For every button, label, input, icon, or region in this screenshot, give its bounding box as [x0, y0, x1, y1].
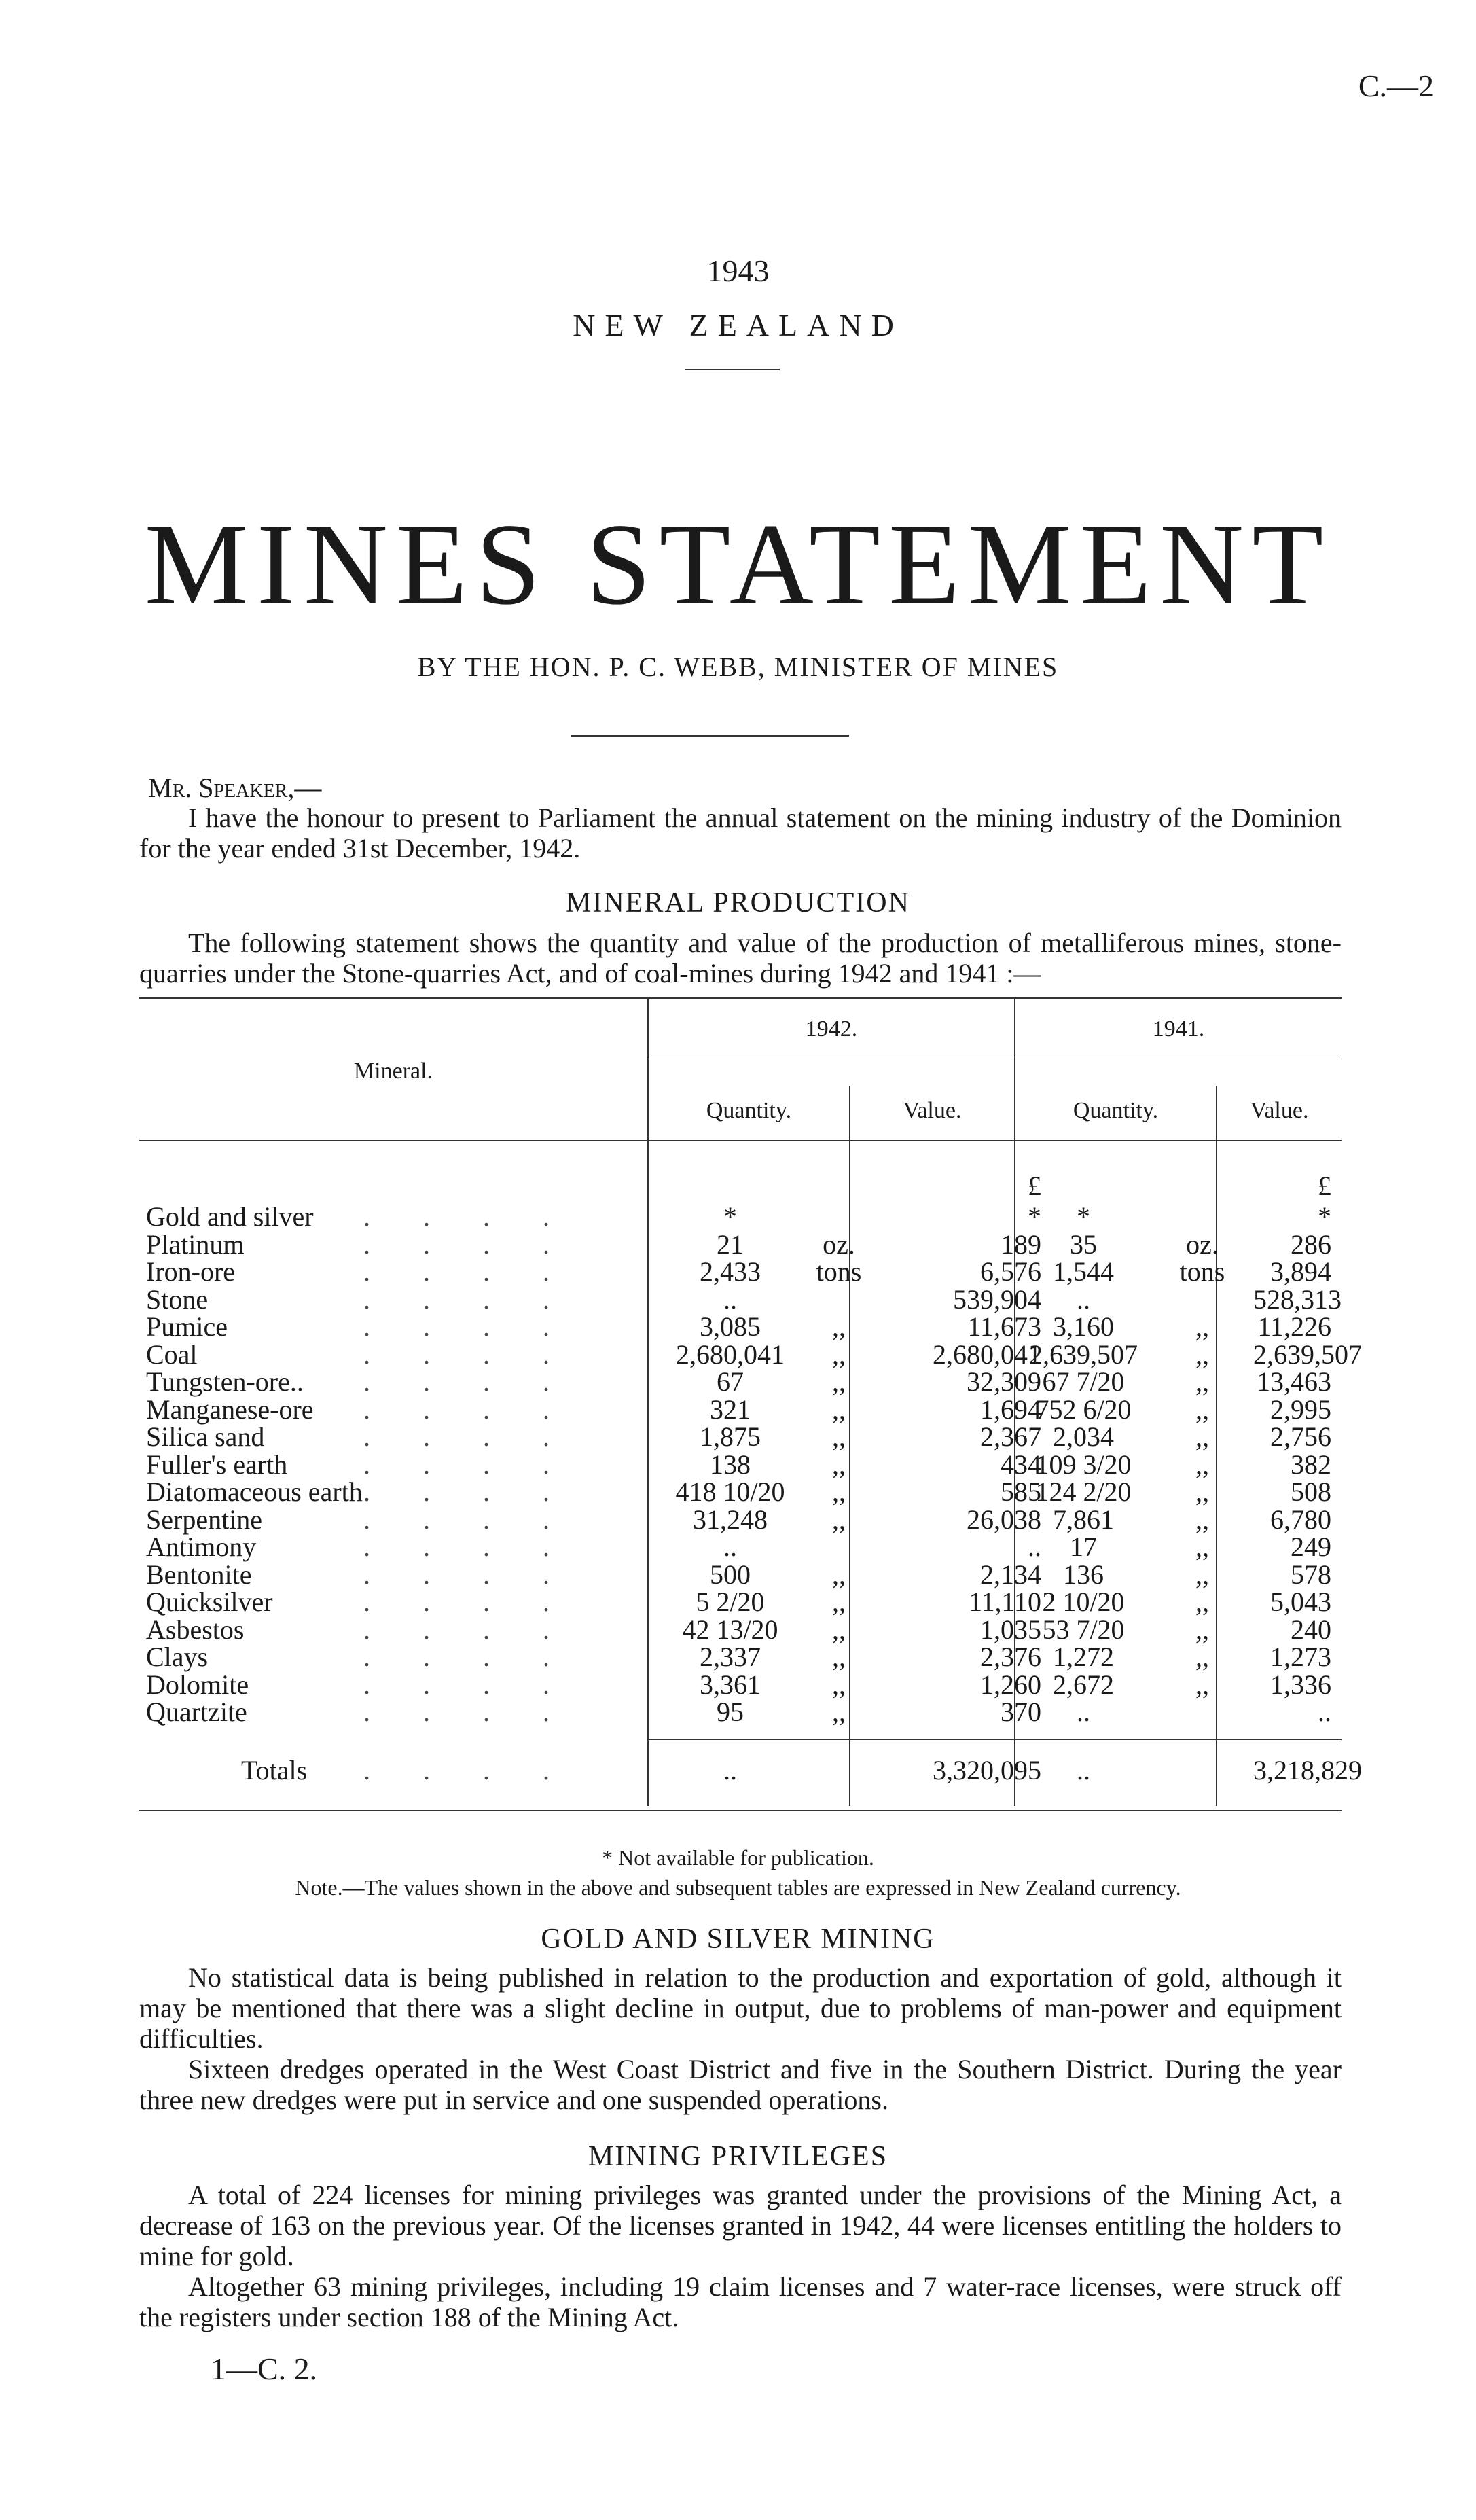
value-1941: 528,313 [1253, 1283, 1342, 1315]
table-row [139, 1313, 1342, 1341]
footnote-star: * Not available for publication. [602, 1845, 874, 1870]
value-1941-header: Value. [1250, 1098, 1309, 1123]
value-1942: 370 [1001, 1697, 1041, 1727]
value-1942: 2,134 [980, 1559, 1041, 1590]
mineral-production-heading: MINERAL PRODUCTION [566, 887, 910, 919]
title-divider [685, 369, 780, 370]
quantity-1942: 3,361 [700, 1669, 761, 1700]
quantity-1941: 53 7/20 [1042, 1614, 1125, 1645]
quantity-1942: 2,433 [700, 1256, 761, 1287]
table-row [139, 1586, 1342, 1617]
table-row [139, 1203, 1342, 1230]
value-1942: 11,110 [968, 1586, 1041, 1617]
value-1942: * [1028, 1201, 1041, 1232]
leader-dots: . . . . [363, 1559, 573, 1590]
unit-1942: ,, [832, 1366, 846, 1397]
mineral-name: Dolomite [146, 1669, 249, 1700]
table-row [139, 1396, 1342, 1423]
quantity-1941: 35 [1070, 1228, 1097, 1260]
quantity-1941: 2,034 [1053, 1421, 1114, 1452]
year-1942-header: 1942. [805, 1016, 858, 1042]
leader-dots: . . . . [363, 1283, 573, 1315]
quantity-1941: 2,639,507 [1029, 1338, 1138, 1370]
mineral-name: Asbestos [146, 1614, 245, 1645]
value-1941: 13,463 [1257, 1366, 1331, 1397]
totals-value-1942: 3,320,095 [933, 1755, 1041, 1786]
quantity-1942: 67 [717, 1366, 744, 1397]
value-1941: 6,780 [1270, 1504, 1331, 1535]
mineral-name: Tungsten-ore.. [146, 1366, 304, 1397]
table-row [139, 1478, 1342, 1506]
salutation: Mr. Speaker,— [148, 773, 322, 803]
quantity-1942: 418 10/20 [675, 1476, 785, 1507]
value-1941: 240 [1291, 1614, 1331, 1645]
quantity-1941: 136 [1063, 1559, 1104, 1590]
mineral-name: Pumice [146, 1311, 228, 1342]
mineral-name: Antimony [146, 1531, 257, 1562]
quantity-1941: 124 2/20 [1035, 1476, 1132, 1507]
value-1941: 249 [1291, 1531, 1331, 1562]
leader-dots: . . . . [363, 1421, 573, 1452]
quantity-1941: 1,544 [1053, 1256, 1114, 1287]
quantity-1942: 500 [710, 1559, 751, 1590]
leader-dots: . . . . [363, 1449, 573, 1480]
mineral-name: Silica sand [146, 1421, 265, 1452]
mineral-name: Coal [146, 1338, 198, 1370]
unit-1941: ,, [1195, 1531, 1209, 1562]
table-row [139, 1616, 1342, 1644]
quantity-1941: .. [1077, 1697, 1090, 1727]
value-1942: 26,038 [967, 1504, 1041, 1535]
quantity-1942: 321 [710, 1394, 751, 1425]
quantity-1942: 1,875 [700, 1421, 761, 1452]
value-1942: 11,673 [967, 1311, 1041, 1342]
mineral-name: Fuller's earth [146, 1449, 288, 1480]
gold-silver-paragraph-2: Sixteen dredges operated in the West Coast District and five in the Southern District. During the year three new dredges were put in service and one suspended operations. [139, 2054, 1342, 2115]
quantity-1941: * [1077, 1201, 1090, 1232]
document-title: MINES STATEMENT [144, 500, 1332, 629]
mineral-name: Gold and silver [146, 1201, 314, 1232]
report-year: 1943 [706, 253, 770, 288]
leader-dots: . . . . [363, 1311, 573, 1342]
unit-1941: ,, [1195, 1421, 1209, 1452]
unit-1942: ,, [832, 1476, 846, 1507]
value-1942: 2,376 [980, 1641, 1041, 1672]
unit-1942: ,, [832, 1614, 846, 1645]
quantity-1942: 31,248 [693, 1504, 768, 1535]
byline-divider [571, 735, 849, 737]
unit-1942: ,, [832, 1559, 846, 1590]
quantity-1941: 1,272 [1053, 1641, 1114, 1672]
value-1941: 1,273 [1270, 1641, 1331, 1672]
unit-1942: oz. [823, 1228, 855, 1260]
unit-1941: ,, [1195, 1449, 1209, 1480]
mineral-name: Serpentine [146, 1504, 263, 1535]
value-1941: 382 [1291, 1449, 1331, 1480]
leader-dots: . . . . [363, 1614, 573, 1645]
totals-row [139, 1755, 1362, 1786]
gold-silver-section [139, 1962, 1342, 2115]
totals-label: Totals [241, 1755, 308, 1786]
currency-note: Note.—The values shown in the above and subsequent tables are expressed in New Zealand currency. [295, 1875, 1181, 1900]
unit-1942: ,, [832, 1586, 846, 1617]
value-1941: 2,756 [1270, 1421, 1331, 1452]
quantity-1941: 109 3/20 [1035, 1449, 1132, 1480]
quantity-1942: .. [723, 1283, 737, 1315]
totals-quantity-1941: .. [1077, 1755, 1090, 1786]
quantity-1942: 5 2/20 [696, 1586, 765, 1617]
mineral-name: Manganese-ore [146, 1394, 314, 1425]
quantity-1942: 138 [710, 1449, 751, 1480]
gold-silver-paragraph-1: No statistical data is being published in relation to the production and exportation of gold, although it may be mentioned that there was a slight decline in output, due to problems of man-power and equipment difficulties. [139, 1962, 1342, 2054]
mineral-name: Diatomaceous earth [146, 1476, 363, 1507]
unit-1942: tons [816, 1256, 862, 1287]
totals-rule [647, 1739, 1342, 1740]
value-1941: 1,336 [1270, 1669, 1331, 1700]
value-1942: 1,694 [980, 1394, 1041, 1425]
totals-value-1941: 3,218,829 [1253, 1755, 1362, 1786]
leader-dots: . . . . [363, 1228, 573, 1260]
mineral-name: Platinum [146, 1228, 245, 1260]
quantity-1942: 42 13/20 [682, 1614, 778, 1645]
mineral-name: Quicksilver [146, 1586, 273, 1617]
value-1941: 2,995 [1270, 1394, 1331, 1425]
value-1941: 508 [1291, 1476, 1331, 1507]
value-1942: 585 [1001, 1476, 1041, 1507]
unit-1941: ,, [1195, 1504, 1209, 1535]
unit-1941: ,, [1195, 1338, 1209, 1370]
value-1941: 286 [1291, 1228, 1331, 1260]
table-row [139, 1641, 1342, 1672]
table-row [139, 1506, 1342, 1533]
mineral-production-text: The following statement shows the quantity and value of the production of metalliferous mines, stone-quarries under the Stone-quarries Act, and of coal-mines during 1942 and 1941 :— [139, 927, 1342, 989]
value-1942: 434 [1001, 1449, 1041, 1480]
leader-dots: . . . . [363, 1476, 573, 1507]
leader-dots: . . . . [363, 1755, 573, 1786]
leader-dots: . . . . [363, 1338, 573, 1370]
value-1942: .. [1028, 1531, 1041, 1562]
leader-dots: . . . . [363, 1394, 573, 1425]
leader-dots: . . . . [363, 1256, 573, 1287]
table-bottom-rule [139, 1810, 1342, 1811]
unit-1941: ,, [1195, 1311, 1209, 1342]
table-row [139, 1338, 1362, 1370]
unit-1941: ,, [1195, 1476, 1209, 1507]
unit-1942: ,, [832, 1449, 846, 1480]
mining-privileges-heading: MINING PRIVILEGES [588, 2141, 888, 2172]
value-1941: * [1318, 1201, 1331, 1232]
table-row [139, 1533, 1342, 1561]
unit-1942: ,, [832, 1421, 846, 1452]
table-row [139, 1283, 1342, 1315]
quantity-1942: 3,085 [700, 1311, 761, 1342]
quantity-1941: 7,861 [1053, 1504, 1114, 1535]
unit-1941: tons [1179, 1256, 1225, 1287]
table-row [139, 1228, 1342, 1260]
quantity-1942: 2,680,041 [676, 1338, 785, 1370]
quantity-1941: 752 6/20 [1035, 1394, 1132, 1425]
value-1941: 3,894 [1270, 1256, 1331, 1287]
table-row [139, 1699, 1342, 1726]
unit-1942: ,, [832, 1338, 846, 1370]
table-row [139, 1423, 1342, 1451]
value-1942: 1,260 [980, 1669, 1041, 1700]
value-1941: 11,226 [1257, 1311, 1331, 1342]
quantity-1942: 21 [717, 1228, 744, 1260]
quantity-1941: 17 [1070, 1531, 1097, 1562]
value-1941: 2,639,507 [1253, 1338, 1362, 1370]
mineral-production-paragraph [139, 927, 1342, 989]
unit-1941: ,, [1195, 1559, 1209, 1590]
gold-silver-heading: GOLD AND SILVER MINING [541, 1923, 935, 1955]
leader-dots: . . . . [363, 1669, 573, 1700]
mineral-name: Stone [146, 1283, 209, 1315]
quantity-1942: 2,337 [700, 1641, 761, 1672]
table-top-rule [139, 997, 1342, 999]
footer-reference: 1—C. 2. [211, 2352, 318, 2386]
unit-1942: ,, [832, 1697, 846, 1727]
unit-1941: ,, [1195, 1394, 1209, 1425]
unit-1942: ,, [832, 1311, 846, 1342]
value-1941: .. [1318, 1697, 1331, 1727]
value-1942: 189 [1001, 1228, 1041, 1260]
value-1942: 1,035 [980, 1614, 1041, 1645]
quantity-1942: 95 [717, 1697, 744, 1727]
mineral-name: Quartzite [146, 1697, 247, 1727]
totals-quantity-1942: .. [723, 1755, 737, 1786]
value-1942: 2,680,041 [933, 1338, 1041, 1370]
unit-1942: ,, [832, 1394, 846, 1425]
table-row [139, 1368, 1342, 1396]
leader-dots: . . . . [363, 1697, 573, 1727]
quantity-1941: 2 10/20 [1042, 1586, 1125, 1617]
unit-1942: ,, [832, 1641, 846, 1672]
table-row [139, 1671, 1342, 1699]
value-1942: 32,309 [967, 1366, 1041, 1397]
table-row [139, 1561, 1342, 1589]
mining-privileges-paragraph-2: Altogether 63 mining privileges, including 19 claim licenses and 7 water-race licenses, were struck off the registers under section 188 of the Mining Act. [139, 2271, 1342, 2332]
value-1942: 2,367 [980, 1421, 1041, 1452]
table-row [139, 1258, 1342, 1285]
mineral-column-header: Mineral. [353, 1059, 433, 1084]
quantity-1941: 67 7/20 [1042, 1366, 1125, 1397]
year-1941-header: 1941. [1152, 1016, 1205, 1042]
leader-dots: . . . . [363, 1641, 573, 1672]
table-row [139, 1451, 1342, 1478]
country-heading: NEW ZEALAND [573, 308, 903, 342]
quantity-1941-header: Quantity. [1073, 1098, 1159, 1123]
unit-1941: ,, [1195, 1614, 1209, 1645]
header-bottom-rule [139, 1140, 1342, 1141]
mineral-name: Clays [146, 1641, 209, 1672]
value-1942-header: Value. [903, 1098, 962, 1123]
leader-dots: . . . . [363, 1504, 573, 1535]
quantity-1941: .. [1077, 1283, 1090, 1315]
leader-dots: . . . . [363, 1586, 573, 1617]
currency-symbol: £ [1318, 1171, 1331, 1201]
unit-1941: ,, [1195, 1366, 1209, 1397]
intro-text: I have the honour to present to Parliament the annual statement on the mining industry of the Dominion for the year ended 31st December, 1942. [139, 802, 1342, 864]
quantity-1942-header: Quantity. [706, 1098, 792, 1123]
value-1941: 5,043 [1270, 1586, 1331, 1617]
unit-1941: ,, [1195, 1641, 1209, 1672]
quantity-1941: 3,160 [1053, 1311, 1114, 1342]
unit-1942: ,, [832, 1669, 846, 1700]
currency-symbol: £ [1028, 1171, 1041, 1201]
leader-dots: . . . . [363, 1201, 573, 1232]
mining-privileges-section [139, 2180, 1342, 2332]
leader-dots: . . . . [363, 1366, 573, 1397]
quantity-1942: * [723, 1201, 737, 1232]
mining-privileges-paragraph-1: A total of 224 licenses for mining privileges was granted under the provisions of the Mining Act, a decrease of 163 on the previous year. Of the licenses granted in 1942, 44 were licenses entitling the holders to mine for gold. [139, 2180, 1342, 2271]
currency-row [139, 1173, 1342, 1200]
quantity-1941: 2,672 [1053, 1669, 1114, 1700]
unit-1942: ,, [832, 1504, 846, 1535]
unit-1941: oz. [1186, 1228, 1219, 1260]
leader-dots: . . . . [363, 1531, 573, 1562]
unit-1941: ,, [1195, 1586, 1209, 1617]
mineral-production-table [139, 997, 1362, 1840]
intro-paragraph [139, 802, 1342, 864]
value-1942: 539,904 [953, 1283, 1041, 1315]
unit-1941: ,, [1195, 1669, 1209, 1700]
mineral-name: Bentonite [146, 1559, 252, 1590]
page-reference: C.—2 [1358, 69, 1434, 103]
value-1942: 6,576 [980, 1256, 1041, 1287]
byline: BY THE HON. P. C. WEBB, MINISTER OF MINES [417, 652, 1059, 682]
quantity-1942: .. [723, 1531, 737, 1562]
mineral-name: Iron-ore [146, 1256, 236, 1287]
value-1941: 578 [1291, 1559, 1331, 1590]
